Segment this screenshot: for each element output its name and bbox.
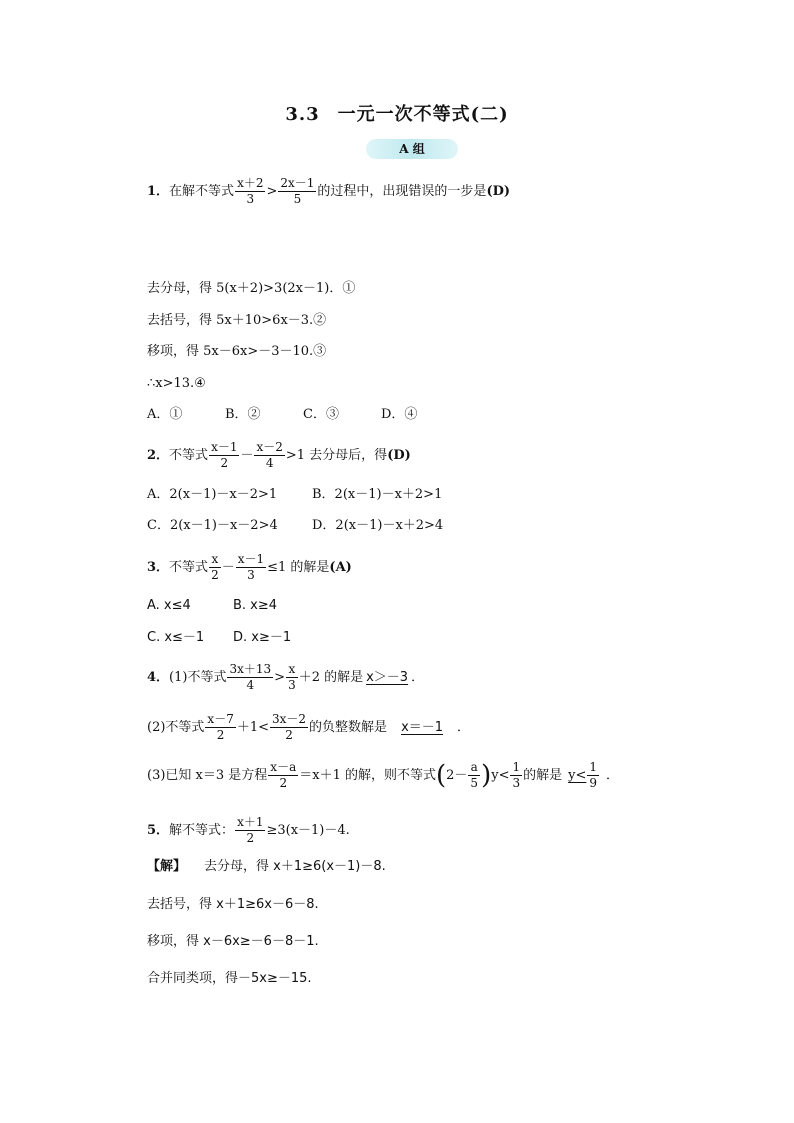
fraction xyxy=(235,815,265,846)
fraction xyxy=(510,760,522,791)
option-c: C．③ xyxy=(303,407,339,422)
step-text: ∴x>13.④ xyxy=(147,376,206,391)
option-a: A. x≤4 xyxy=(147,598,191,613)
option-d: D. x≥－1 xyxy=(233,630,292,645)
answer-blank xyxy=(562,760,606,790)
question-text: 在解不等式 xyxy=(169,184,235,199)
question-number: 5． xyxy=(147,823,170,838)
fraction xyxy=(270,712,308,743)
fraction xyxy=(587,760,599,791)
punctuation: ． xyxy=(457,720,471,735)
question-text: 不等式 xyxy=(169,560,209,575)
fraction xyxy=(205,712,235,743)
numerator: x－a xyxy=(270,760,297,774)
option-c: C. x≤－1 xyxy=(147,630,205,645)
numerator: 3x－2 xyxy=(272,712,307,726)
question-text: 不等式 xyxy=(169,448,209,463)
fraction xyxy=(268,760,298,791)
answer-blank: x＝－1 xyxy=(401,720,444,735)
question-text: ＋1< xyxy=(236,720,269,735)
step-text: 移项，得 5x－6x>－3－10.③ xyxy=(147,344,327,359)
numerator: x xyxy=(286,662,298,678)
solution-text: 去分母，得 x＋1≥6(x－1)－8. xyxy=(204,859,386,874)
numerator: x－7 xyxy=(207,712,234,726)
denominator: 3 xyxy=(288,678,296,692)
numerator: x xyxy=(209,552,221,568)
question-number: 2． xyxy=(147,448,170,463)
question-text: >1 去分母后，得 xyxy=(285,448,388,463)
numerator: a xyxy=(468,760,480,776)
right-paren: ) xyxy=(481,760,492,791)
fraction xyxy=(209,552,221,583)
fraction xyxy=(278,176,316,207)
left-paren: ( xyxy=(435,760,447,791)
question-text: (2)不等式 xyxy=(147,720,205,735)
denominator: 2 xyxy=(246,831,255,845)
option-b: B．2(x－1)－x＋2>1 xyxy=(312,487,443,502)
page-title xyxy=(0,100,794,126)
numerator: x＋2 xyxy=(237,176,264,190)
numerator: x－1 xyxy=(237,552,265,566)
denominator: 2 xyxy=(279,776,288,790)
question-text: 的负整数解是 xyxy=(309,720,388,735)
denominator: 5 xyxy=(293,192,302,206)
punctuation: ． xyxy=(411,670,425,685)
denominator: 2 xyxy=(216,728,225,742)
operator: > xyxy=(266,184,278,199)
question-4-part-2 xyxy=(147,712,470,743)
question-text: 的解是 xyxy=(523,768,563,783)
option-d: D．④ xyxy=(381,407,418,422)
numerator: x＋1 xyxy=(237,815,264,829)
question-text: (1)不等式 xyxy=(169,670,227,685)
numerator: x－2 xyxy=(256,440,283,454)
solution-line: 去括号，得 x＋1≥6x－6－8. xyxy=(147,897,319,912)
question-text: ＋2 的解是 xyxy=(298,670,364,685)
answer-blank: x＞－3 xyxy=(366,670,409,685)
options-row xyxy=(147,597,277,615)
denominator: 4 xyxy=(265,456,274,470)
denominator: 9 xyxy=(589,776,598,790)
question-4-part-3 xyxy=(147,760,619,791)
question-text: ≥3(x－1)－4. xyxy=(266,823,350,838)
question-text: 解不等式： xyxy=(169,823,235,838)
question-2 xyxy=(147,440,411,471)
punctuation: ． xyxy=(606,768,620,783)
fraction xyxy=(236,552,266,583)
answer: (D) xyxy=(486,184,511,199)
question-5 xyxy=(147,815,350,846)
answer: (D) xyxy=(387,448,411,463)
question-number: 1． xyxy=(147,184,170,199)
section-number: 3.3 xyxy=(285,104,320,125)
option-b: B. x≥4 xyxy=(233,598,278,613)
options-row xyxy=(147,629,291,647)
question-number: 4． xyxy=(147,670,170,685)
denominator: 3 xyxy=(247,568,255,582)
question-number: 3． xyxy=(147,560,170,575)
fraction xyxy=(209,440,239,471)
question-3 xyxy=(147,552,352,583)
group-badge: A 组 xyxy=(366,139,458,159)
option-a: A．① xyxy=(147,407,183,422)
numerator: 3x＋13 xyxy=(229,662,272,676)
expression: 2－ xyxy=(446,768,468,783)
question-1 xyxy=(147,176,510,207)
denominator: 4 xyxy=(246,678,255,692)
question-text: ≤1 的解是 xyxy=(267,560,330,575)
section-title: 一元一次不等式(二) xyxy=(337,104,509,125)
answer: (A) xyxy=(329,560,352,575)
solution-line xyxy=(147,858,386,876)
option-d: D．2(x－1)－x＋2>4 xyxy=(312,518,444,533)
option-a: A．2(x－1)－x－2>1 xyxy=(147,487,278,502)
fraction xyxy=(468,760,480,791)
numerator: 1 xyxy=(512,760,521,774)
option-b: B．② xyxy=(225,407,261,422)
step-text: 去分母，得 5(x＋2)>3(2x－1)．① xyxy=(147,281,356,296)
expression: y< xyxy=(491,768,510,783)
denominator: 2 xyxy=(285,728,293,742)
question-text: 的过程中，出现错误的一步是 xyxy=(317,184,487,199)
numerator: 2x－1 xyxy=(280,176,315,190)
question-4-part-1 xyxy=(147,662,424,693)
denominator: 2 xyxy=(220,456,229,470)
question-text: (3)已知 x＝3 是方程 xyxy=(147,768,268,783)
solution-line: 合并同类项，得－5x≥－15. xyxy=(147,971,312,986)
operator: － xyxy=(221,560,235,575)
fraction xyxy=(235,176,265,207)
solution-heading: 【解】 xyxy=(147,859,187,874)
fraction xyxy=(254,440,284,471)
step-text: 去括号，得 5x＋10>6x－3.② xyxy=(147,313,327,328)
options-row xyxy=(147,517,443,535)
denominator: 5 xyxy=(470,776,479,790)
denominator: 3 xyxy=(246,192,255,206)
fraction xyxy=(227,662,273,693)
options-row xyxy=(147,406,417,424)
denominator: 3 xyxy=(512,776,521,790)
answer-text: y< xyxy=(568,768,587,783)
fraction xyxy=(286,662,298,693)
question-text: ＝x＋1 的解，则不等式 xyxy=(299,768,436,783)
option-c: C．2(x－1)－x－2>4 xyxy=(147,518,278,533)
solution-line: 移项，得 x－6x≥－6－8－1. xyxy=(147,934,319,949)
denominator: 2 xyxy=(211,568,219,582)
operator: － xyxy=(240,448,254,463)
options-row xyxy=(147,486,442,504)
numerator: x－1 xyxy=(211,440,238,454)
numerator: 1 xyxy=(589,760,598,774)
operator: > xyxy=(274,670,286,685)
